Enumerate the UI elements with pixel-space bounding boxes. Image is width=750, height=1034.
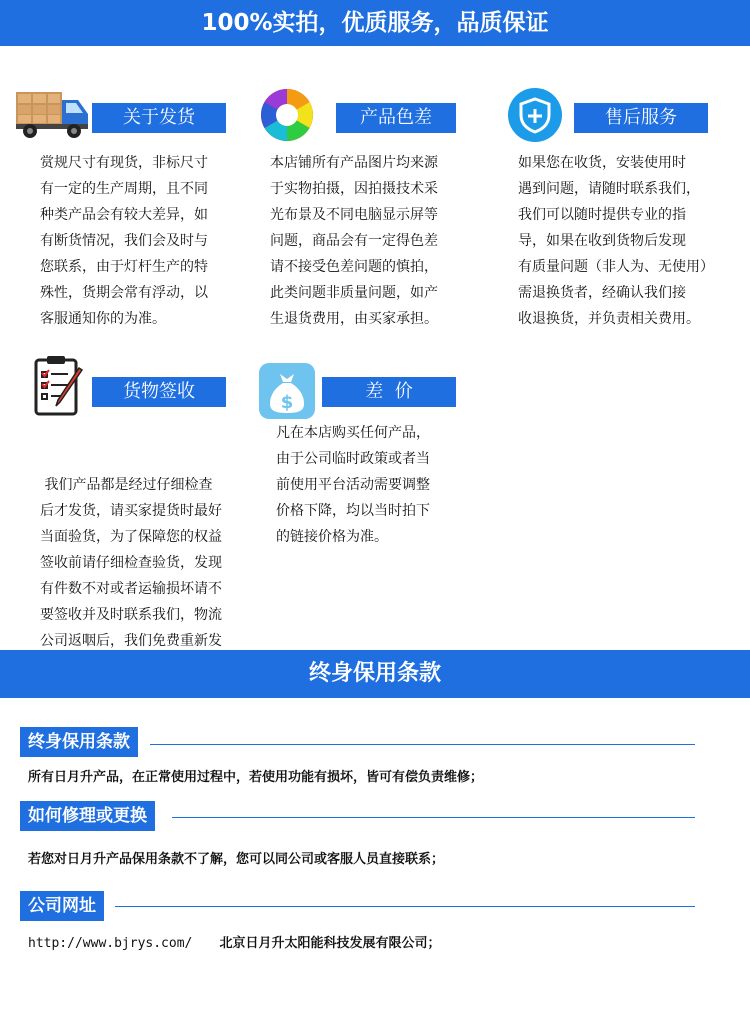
section-divider — [172, 817, 695, 818]
section-text-repair: 若您对日月升产品保用条款不了解，您可以同公司或客服人员直接联系； — [28, 852, 445, 867]
shield-icon — [507, 87, 563, 143]
warranty-banner: 终身保用条款 — [0, 650, 750, 698]
section-heading-repair: 如何修理或更换 — [20, 801, 155, 831]
section-heading-website: 公司网址 — [20, 891, 104, 921]
text-receipt: 我们产品都是经过仔细检查 后才发货，请买家提货时最好 当面验货，为了保障您的权益 签收前请仔细检查验货，发现 有件数不对或者运输损坏请不 要签收并及时联系我们，物流 公司返咽后，我们免费重新发 — [40, 477, 222, 649]
label-after-sales: 售后服务 — [574, 103, 708, 133]
label-receipt: 货物签收 — [92, 377, 226, 407]
section-heading-warranty: 终身保用条款 — [20, 727, 138, 757]
label-shipping: 关于发货 — [92, 103, 226, 133]
label-color-difference: 产品色差 — [336, 103, 456, 133]
company-website-link[interactable]: http://www.bjrys.com/ — [28, 936, 193, 951]
truck-icon — [14, 84, 90, 140]
company-name: 北京日月升太阳能科技发展有限公司； — [219, 936, 441, 951]
top-banner: 100%实拍，优质服务，品质保证 — [0, 0, 750, 46]
section-divider — [150, 744, 695, 745]
section-text-warranty: 所有日月升产品，在正常使用过程中，若使用功能有损坏，皆可有偿负责维修； — [28, 770, 484, 785]
label-price-difference: 差 价 — [322, 377, 456, 407]
svg-text:$: $ — [280, 392, 294, 413]
color-wheel-icon — [260, 88, 314, 142]
text-after-sales: 如果您在收货，安装使用时 遇到问题，请随时联系我们， 我们可以随时提供专业的指 导，如果在收到货物后发现 有质量问题（非人为、无使用） 需退换货者，经确认我们接 收退换货，并负责相关费用。 — [518, 155, 714, 327]
text-price-difference: 凡在本店购买任何产品， 由于公司临时政策或者当 前使用平台活动需要调整 价格下降，均以当时拍下 的链接价格为准。 — [276, 425, 430, 545]
clipboard-icon — [32, 354, 86, 418]
section-divider — [115, 906, 695, 907]
money-bag-icon — [258, 362, 316, 420]
section-text-website — [28, 932, 440, 951]
text-color-difference: 本店铺所有产品图片均来源 于实物拍摄，因拍摄技术采 光布景及不同电脑显示屏等 问题，商品会有一定得色差 请不接受色差问题的慎拍， 此类问题非质量问题，如产 生退货费用，由买家承担。 — [270, 155, 438, 327]
text-shipping: 赏规尺寸有现货，非标尺寸 有一定的生产周期，且不同 种类产品会有较大差异，如 有断货情况，我们会及时与 您联系，由于灯杆生产的特 殊性，货期会常有浮动，以 客服通知你的为准。 — [40, 155, 208, 327]
